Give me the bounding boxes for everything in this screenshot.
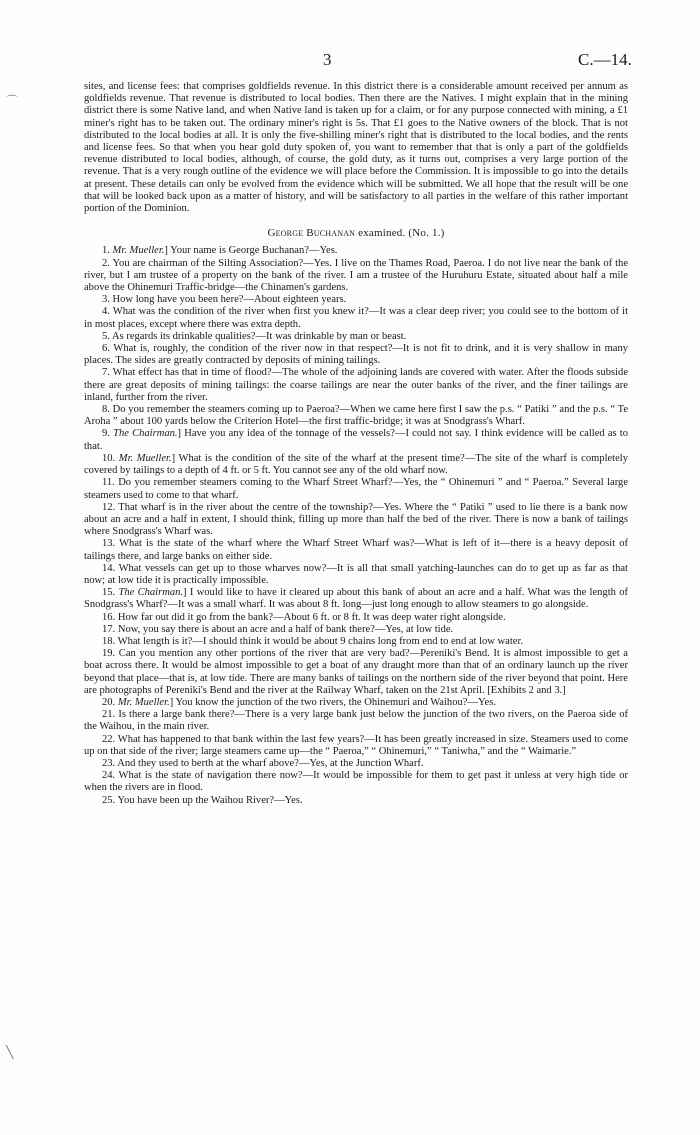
question-number: 8.: [102, 404, 113, 416]
question-text: What length is it?—I should think it would be about 9 chains long from end to end at low water.: [117, 635, 524, 647]
question-number: 20.: [102, 696, 118, 708]
document-body: [84, 81, 628, 807]
question-text: What is the state of the wharf where the Wharf Street Wharf was?—What is left of it—there is a heavy deposit of tailings there, and large banks on either side.: [84, 538, 628, 562]
question-paragraph: [84, 770, 628, 794]
question-paragraph: [84, 795, 628, 807]
evidence-list: [84, 245, 628, 806]
question-number: 6.: [102, 343, 114, 355]
question-number: 17.: [102, 623, 118, 635]
question-number: 23.: [102, 757, 118, 769]
question-number: 7.: [102, 367, 113, 379]
question-paragraph: [84, 294, 628, 306]
question-paragraph: [84, 636, 628, 648]
question-number: 19.: [102, 648, 119, 660]
speaker-name: The Chairman.: [113, 428, 178, 440]
question-text: As regards its drinkable qualities?—It was drinkable by man or beast.: [111, 330, 407, 342]
question-paragraph: [84, 697, 628, 709]
question-paragraph: [84, 709, 628, 733]
question-text: And they used to berth at the wharf above?—Yes, at the Junction Wharf.: [117, 757, 424, 769]
question-text: Is there a large bank there?—There is a very large bank just below the junction of the two rivers, on the Paeroa side of the Waihou, in the main river.: [84, 709, 628, 733]
question-number: 15.: [102, 587, 119, 599]
question-paragraph: [84, 477, 628, 501]
question-number: 9.: [102, 428, 114, 440]
question-paragraph: [84, 502, 628, 539]
speaker-name: Mr. Mueller.: [117, 696, 170, 708]
question-number: 13.: [102, 538, 120, 550]
question-text: Do you remember the steamers coming up to Paeroa?—When we came here first I saw the p.s. “ Patiki ” and the p.s. “ Te Aroha ” about 100 yards below the Criterion Hotel—the first traffic-bridge; it was at Snodgrass's Wharf.: [84, 404, 629, 428]
margin-mark: ⌒: [6, 94, 19, 108]
speaker-name: The Chairman.: [118, 587, 184, 599]
witness-name: George Buchanan: [267, 227, 356, 240]
question-text: What effect has that in time of flood?—The whole of the adjoining lands are covered with water. After the floods subside there are great deposits of mining tailings: the coarse tailings are near the outer banks of the river, and the finer tailings are inland, further from the river.: [84, 367, 629, 403]
question-paragraph: [84, 428, 628, 452]
question-text: ] Have you any idea of the tonnage of the vessels?—I could not say. I think evidence will be called as to that.: [84, 428, 629, 452]
question-paragraph: [84, 367, 628, 404]
question-paragraph: [84, 258, 628, 295]
question-text: How far out did it go from the bank?—About 6 ft. or 8 ft. It was deep water right alongside.: [117, 611, 506, 623]
question-paragraph: [84, 587, 628, 611]
question-number: 24.: [102, 770, 119, 782]
question-paragraph: [84, 343, 628, 367]
question-text: ] Your name is George Buchanan?—Yes.: [164, 245, 338, 257]
question-text: What vessels can get up to those wharves now?—It is all that small yatching-launches can do to get up as far as that now; at low tide it is practically impossible.: [84, 562, 628, 586]
witness-heading: [84, 227, 628, 239]
question-paragraph: [84, 612, 628, 624]
question-text: Do you remember steamers coming to the Wharf Street Wharf?—Yes, the “ Ohinemuri ” and “ Paeroa.” Several large steamers used to come to that wharf.: [84, 477, 628, 501]
question-text: What was the condition of the river when first you knew it?—It was a clear deep river; you could see to the bottom of it in most places, except where there was extra depth.: [84, 306, 628, 330]
question-number: 12.: [102, 501, 119, 513]
page-number: 3: [323, 50, 332, 69]
intro-paragraph: sites, and license fees: that comprises goldfields revenue. In this district there is a considerable amount received per annum as goldfields revenue. That revenue is distributed to local bodies. Then there are the Natives. I might explain that in the mining district there is some Native land, and when Native land is taken up for a claim, or for any purpose connected with mining, a £1 miner's right has to be taken out. The ordinary miner's right is 5s. That £1 goes to the Native owners of the block. That is not distributed to the local bodies at all. It is only the five-shilling miner's right that is distributed to the local bodies, and the rents and license fees. So that when you hear gold duty spoken of, you want to remember that that is only a part of the goldfields revenue distributed to local bodies, although, of course, the gold duty, as it turns out, comprises a very large portion of the revenue. That is a very rough outline of the evidence we will place before the Commission. It is impossible to go into the details at present. These details can only be evolved from the evidence which will be submitted. We all hope that the result will be one that will be looked back upon as a matter of history, and will be satisfactory to all parties in the welfare of this rather important portion of the Dominion.: [84, 81, 628, 215]
speaker-name: Mr. Mueller.: [118, 452, 172, 464]
question-text: What is the state of navigation there now?—It would be impossible for them to get past it unless at very high tide or when the rivers are in flood.: [84, 770, 628, 794]
question-number: 21.: [102, 709, 119, 721]
question-text: What is, roughly, the condition of the river now in that respect?—It is not fit to drink, and it is very shallow in many places. The sides are greatly contracted by deposits of mining tailings.: [84, 343, 629, 367]
question-paragraph: [84, 331, 628, 343]
question-number: 1.: [102, 245, 113, 257]
question-paragraph: [84, 734, 628, 758]
question-paragraph: [84, 404, 628, 428]
question-number: 16.: [102, 611, 118, 623]
question-number: 10.: [102, 452, 119, 464]
question-number: 22.: [102, 733, 118, 745]
question-text: Now, you say there is about an acre and a half of bank there?—Yes, at low tide.: [117, 623, 454, 635]
question-number: 18.: [102, 635, 118, 647]
question-paragraph: [84, 306, 628, 330]
question-number: 3.: [102, 294, 113, 306]
question-paragraph: [84, 648, 628, 697]
question-text: That wharf is in the river about the centre of the township?—Yes. Where the “ Patiki ” used to lie there is a bank now about an acre and a half in extent, I should think, filling up more than half the bed of the river. There is now a bank of tailings where Snodgrass's Wharf was.: [84, 501, 628, 538]
question-text: How long have you been here?—About eighteen years.: [112, 294, 347, 306]
question-paragraph: [84, 758, 628, 770]
question-text: You are chairman of the Silting Association?—Yes. I live on the Thames Road, Paeroa. I do not live near the bank of the river, but I am trustee of a property on the bank of the river. I am a trustee of the Huruhuru Estate, situated about half a mile above the Ohinemuri Traffic-bridge—the Chinamen's gardens.: [84, 257, 629, 294]
question-text: ] You know the junction of the two rivers, the Ohinemuri and Waihou?—Yes.: [169, 696, 496, 708]
question-number: 2.: [102, 257, 113, 269]
question-paragraph: [84, 453, 628, 477]
witness-heading-rest: examined. (No. 1.): [355, 227, 445, 240]
question-number: 25.: [102, 794, 118, 806]
page-header: [0, 50, 700, 72]
question-number: 5.: [102, 330, 112, 342]
question-text: ] What is the condition of the site of the wharf at the present time?—The site of the wharf is completely covered by tailings to a depth of 4 ft. or 5 ft. You cannot see any of the old wharf now.: [84, 452, 628, 477]
question-number: 14.: [102, 562, 119, 574]
question-text: Can you mention any other portions of the river that are very bad?—Pereniki's Bend. It is almost impossible to get a boat across there. It would be almost impossible to get a boat of any draught more than that of an ordinary launch up the river beyond that place—that is, at low tide. There are many banks of tailings on the northern side of the river beyond that point. Here are photographs of Pereniki's Bend and the river at the Railway Wharf, taken on the 21st April. [Exhibits 2 and 3.]: [84, 648, 628, 696]
speaker-name: Mr. Mueller.: [112, 245, 165, 257]
question-paragraph: [84, 245, 628, 257]
question-number: 11.: [102, 477, 119, 489]
question-paragraph: [84, 538, 628, 562]
question-text: You have been up the Waihou River?—Yes.: [117, 794, 303, 806]
question-paragraph: [84, 624, 628, 636]
document-reference: C.—14.: [578, 50, 632, 69]
question-number: 4.: [102, 306, 113, 318]
question-text: ] I would like to have it cleared up about this bank of about an acre and a half. What was the length of Snodgrass's Wharf?—It was a small wharf. It was about 8 ft. long—just long enough to allow steamers to go alongside.: [84, 587, 628, 611]
margin-mark: ╲: [6, 1045, 14, 1059]
question-paragraph: [84, 563, 628, 587]
question-text: What has happened to that bank within the last few years?—It has been greatly increased in size. Steamers used to come up on that side of the river; large steamers came up—the “ Paeroa,” “ Ohinemuri,” “ Taniwha,” and the “ Waimarie.”: [84, 733, 629, 757]
